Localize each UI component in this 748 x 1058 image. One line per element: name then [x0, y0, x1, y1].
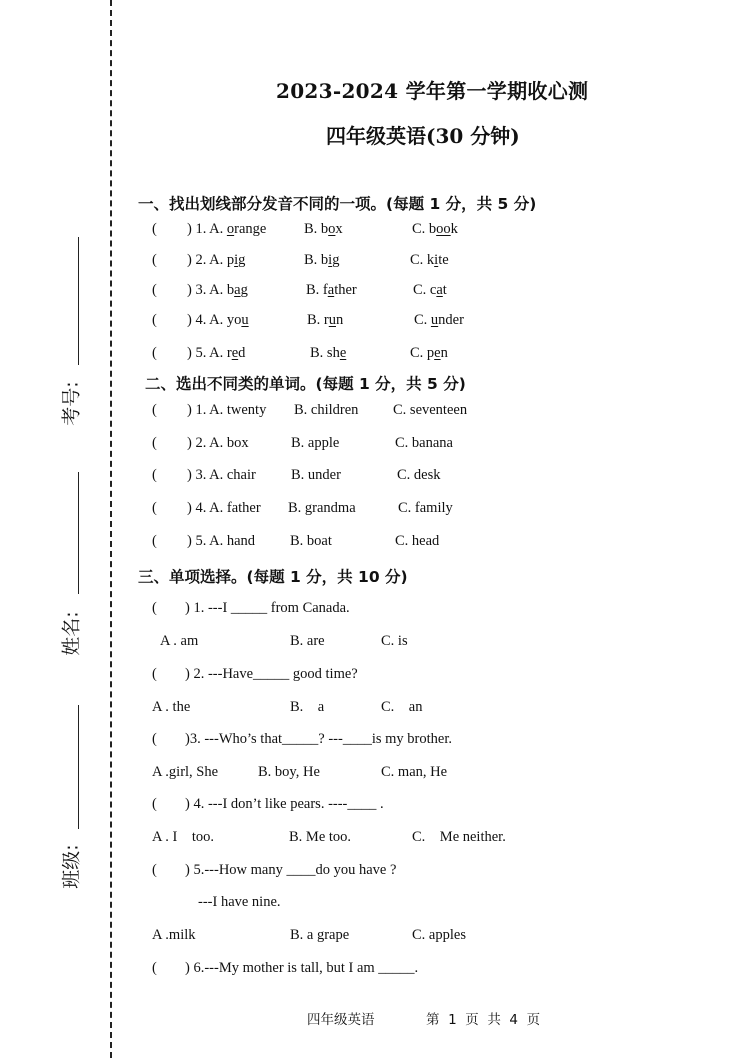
section1-heading: 一、找出划线部分发音不同的一项。(每题 1 分，共 5 分) [138, 195, 537, 213]
s1-q4-option-c: C. under [414, 312, 464, 328]
s1-q1-option-a: ) 1. A. orange [187, 221, 267, 237]
option-a: A .milk [152, 927, 196, 943]
answer-paren: ( [152, 600, 157, 616]
answer-paren: ( [152, 666, 157, 682]
answer-paren: ( [152, 862, 157, 878]
option-a: A . I too. [152, 829, 215, 845]
option-a: ) 2. A. box [187, 435, 249, 451]
option-b: B. Me too. [289, 829, 352, 845]
s1-q5-option-b: B. she [310, 345, 347, 361]
section2-heading: 二、选出不同类的单词。(每题 1 分，共 5 分) [145, 375, 466, 393]
footer-subject: 四年级英语 [307, 1012, 375, 1028]
answer-paren: ( [152, 960, 157, 976]
option-a: A . the [152, 699, 191, 715]
option-c: C. banana [395, 435, 453, 451]
page-subtitle: 四年级英语(30 分钟) [326, 124, 520, 148]
page-title: 2023-2024 学年第一学期收心测 [276, 79, 589, 103]
option-a: A .girl, She [152, 764, 219, 780]
s1-q2-option-c: C. kite [410, 252, 449, 268]
answer-paren: ( [152, 252, 157, 268]
answer-paren: ( [152, 221, 157, 237]
option-c: C. seventeen [393, 402, 468, 418]
option-b: B. children [294, 402, 359, 418]
question-text: ) 5.---How many ____do you have ? [185, 862, 397, 878]
option-c: C. apples [412, 927, 466, 943]
option-b: B. a [290, 699, 325, 715]
option-b: B. boat [290, 533, 332, 549]
s1-q3-option-c: C. cat [413, 282, 447, 298]
s1-q2-option-b: B. big [304, 252, 340, 268]
question-text: ) 2. ---Have_____ good time? [185, 666, 358, 682]
answer-paren: ( [152, 345, 157, 361]
s1-q4-option-b: B. run [307, 312, 344, 328]
option-c: C. head [395, 533, 440, 549]
s1-q5-option-a: ) 5. A. red [187, 345, 246, 361]
option-c: C. Me neither. [412, 829, 506, 845]
s1-q4-option-a: ) 4. A. you [187, 312, 249, 328]
option-a: ) 5. A. hand [187, 533, 256, 549]
class-label: 班级: [60, 844, 83, 889]
answer-paren: ( [152, 467, 157, 483]
option-c: C. desk [397, 467, 441, 483]
s1-q3-option-b: B. father [306, 282, 357, 298]
exam-no-line [78, 237, 79, 365]
section3-heading: 三、单项选择。(每题 1 分，共 10 分) [138, 568, 408, 586]
question-text: ) 1. ---I _____ from Canada. [185, 600, 350, 616]
s1-q3-option-a: ) 3. A. bag [187, 282, 248, 298]
answer-paren: ( [152, 500, 157, 516]
option-b: B. are [290, 633, 325, 649]
answer-paren: ( [152, 435, 157, 451]
option-c: C. an [381, 699, 423, 715]
answer-paren: ( [152, 731, 157, 747]
answer-paren: ( [152, 533, 157, 549]
option-b: B. a grape [290, 927, 350, 943]
question-text: ) 4. ---I don’t like pears. ----____ . [185, 796, 384, 812]
option-b: B. apple [291, 435, 340, 451]
option-c: C. man, He [381, 764, 448, 780]
name-line [78, 472, 79, 594]
option-a: ) 4. A. father [187, 500, 261, 516]
binding-cut-line [110, 0, 112, 1058]
answer-paren: ( [152, 282, 157, 298]
question-text: )3. ---Who’s that_____? ---____is my brother. [185, 731, 452, 747]
answer-paren: ( [152, 796, 157, 812]
s1-q1-option-c: C. book [412, 221, 458, 237]
option-b: B. under [291, 467, 341, 483]
answer-paren: ( [152, 402, 157, 418]
s1-q5-option-c: C. pen [410, 345, 448, 361]
s1-q2-option-a: ) 2. A. pig [187, 252, 246, 268]
option-a: ) 3. A. chair [187, 467, 256, 483]
answer-paren: ( [152, 312, 157, 328]
option-a: A . am [160, 633, 199, 649]
name-label: 姓名: [60, 611, 83, 656]
option-c: C. family [398, 500, 453, 516]
option-c: C. is [381, 633, 408, 649]
s1-q1-option-b: B. box [304, 221, 343, 237]
exam-no-label: 考号: [60, 381, 83, 426]
footer-page-number: 第 1 页 共 4 页 [426, 1012, 541, 1028]
option-b: B. grandma [288, 500, 356, 516]
class-line [78, 705, 79, 829]
question-text: ) 6.---My mother is tall, but I am _____. [185, 960, 419, 976]
reply-text: ---I have nine. [198, 894, 281, 910]
option-a: ) 1. A. twenty [187, 402, 267, 418]
option-b: B. boy, He [258, 764, 320, 780]
